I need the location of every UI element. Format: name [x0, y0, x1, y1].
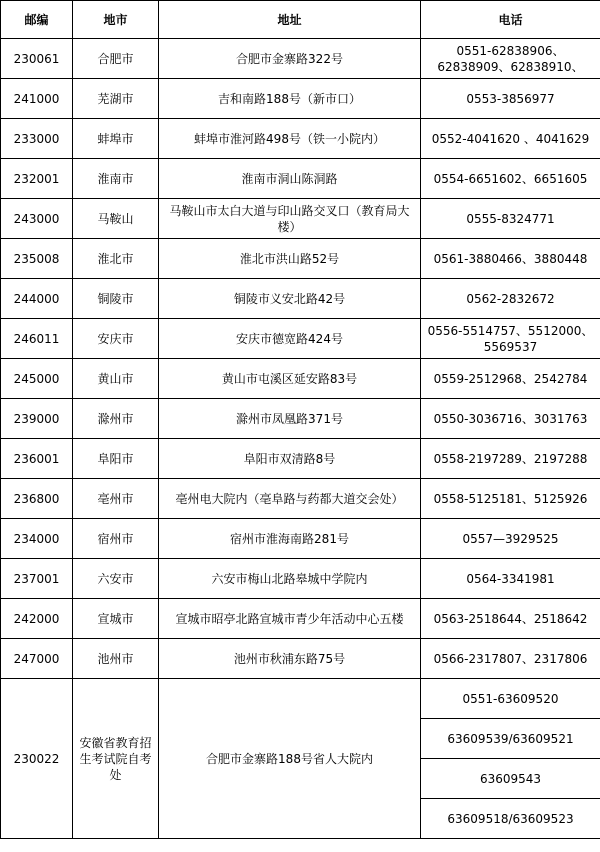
table-row	[1, 79, 600, 119]
header-phone: 电话	[421, 1, 600, 39]
address-cell: 宿州市淮海南路281号	[159, 519, 421, 559]
table-row	[1, 479, 600, 519]
postcode-cell: 244000	[1, 279, 73, 319]
phone-cell: 0558-2197289、2197288	[421, 439, 600, 479]
address-cell: 宣城市昭亭北路宣城市青少年活动中心五楼	[159, 599, 421, 639]
postcode-cell: 241000	[1, 79, 73, 119]
phone-cell: 0561-3880466、3880448	[421, 239, 600, 279]
phone-cell: 0551-63609520	[421, 679, 600, 719]
phone-cell: 0550-3036716、3031763	[421, 399, 600, 439]
postcode-cell: 235008	[1, 239, 73, 279]
address-cell: 吉和南路188号（新市口）	[159, 79, 421, 119]
phone-cell: 0558-5125181、5125926	[421, 479, 600, 519]
postcode-cell: 243000	[1, 199, 73, 239]
address-cell: 淮北市洪山路52号	[159, 239, 421, 279]
address-cell: 亳州电大院内（亳阜路与药都大道交会处）	[159, 479, 421, 519]
table-row	[1, 199, 600, 239]
city-cell: 安庆市	[73, 319, 159, 359]
city-cell: 宣城市	[73, 599, 159, 639]
postcode-cell: 247000	[1, 639, 73, 679]
city-cell: 滁州市	[73, 399, 159, 439]
table-row	[1, 239, 600, 279]
address-cell: 淮南市洞山陈洞路	[159, 159, 421, 199]
city-cell: 合肥市	[73, 39, 159, 79]
address-cell: 铜陵市义安北路42号	[159, 279, 421, 319]
table-row	[1, 639, 600, 679]
address-cell: 蚌埠市淮河路498号（铁一小院内）	[159, 119, 421, 159]
address-cell: 安庆市德宽路424号	[159, 319, 421, 359]
phone-cell: 0554-6651602、6651605	[421, 159, 600, 199]
city-cell: 宿州市	[73, 519, 159, 559]
phone-cell: 0552-4041620 、4041629	[421, 119, 600, 159]
city-cell: 淮北市	[73, 239, 159, 279]
phone-cell: 0551-62838906、62838909、62838910、	[421, 39, 600, 79]
table-row	[1, 399, 600, 439]
header-postcode: 邮编	[1, 1, 73, 39]
table-row	[1, 279, 600, 319]
postcode-cell: 236800	[1, 479, 73, 519]
table-row	[1, 519, 600, 559]
address-cell: 马鞍山市太白大道与印山路交叉口（教育局大楼）	[159, 199, 421, 239]
table-row-last	[1, 679, 600, 719]
table-row	[1, 119, 600, 159]
address-cell: 滁州市凤凰路371号	[159, 399, 421, 439]
postcode-cell: 239000	[1, 399, 73, 439]
phone-cell: 0559-2512968、2542784	[421, 359, 600, 399]
phone-cell: 0553-3856977	[421, 79, 600, 119]
address-cell: 黄山市屯溪区延安路83号	[159, 359, 421, 399]
postcode-cell: 246011	[1, 319, 73, 359]
phone-cell: 0556-5514757、5512000、5569537	[421, 319, 600, 359]
table-row	[1, 319, 600, 359]
phone-cell: 0564-3341981	[421, 559, 600, 599]
phone-cell: 63609518/63609523	[421, 799, 600, 839]
phone-cell: 63609539/63609521	[421, 719, 600, 759]
postcode-cell: 236001	[1, 439, 73, 479]
postcode-cell: 230022	[1, 679, 73, 839]
city-cell: 黄山市	[73, 359, 159, 399]
city-cell: 阜阳市	[73, 439, 159, 479]
city-cell: 淮南市	[73, 159, 159, 199]
city-cell: 马鞍山	[73, 199, 159, 239]
phone-cell: 0562-2832672	[421, 279, 600, 319]
address-cell: 六安市梅山北路皋城中学院内	[159, 559, 421, 599]
address-cell: 合肥市金寨路188号省人大院内	[159, 679, 421, 839]
phone-cell: 63609543	[421, 759, 600, 799]
postcode-cell: 230061	[1, 39, 73, 79]
table-row	[1, 159, 600, 199]
city-cell: 芜湖市	[73, 79, 159, 119]
city-cell: 池州市	[73, 639, 159, 679]
address-cell: 池州市秋浦东路75号	[159, 639, 421, 679]
table-row	[1, 439, 600, 479]
table-row	[1, 39, 600, 79]
city-cell: 亳州市	[73, 479, 159, 519]
table-row	[1, 599, 600, 639]
city-cell: 铜陵市	[73, 279, 159, 319]
postcode-cell: 242000	[1, 599, 73, 639]
postcode-cell: 232001	[1, 159, 73, 199]
table-row	[1, 559, 600, 599]
city-cell: 六安市	[73, 559, 159, 599]
phone-cell: 0566-2317807、2317806	[421, 639, 600, 679]
postcode-cell: 234000	[1, 519, 73, 559]
postcode-cell: 233000	[1, 119, 73, 159]
address-cell: 合肥市金寨路322号	[159, 39, 421, 79]
address-cell: 阜阳市双清路8号	[159, 439, 421, 479]
phone-cell: 0555-8324771	[421, 199, 600, 239]
postcode-cell: 245000	[1, 359, 73, 399]
postcode-cell: 237001	[1, 559, 73, 599]
city-cell: 蚌埠市	[73, 119, 159, 159]
header-city: 地市	[73, 1, 159, 39]
header-address: 地址	[159, 1, 421, 39]
phone-cell: 0557—3929525	[421, 519, 600, 559]
phone-cell: 0563-2518644、2518642	[421, 599, 600, 639]
header-row	[1, 1, 600, 39]
table-row	[1, 359, 600, 399]
city-cell: 安徽省教育招生考试院自考处	[73, 679, 159, 839]
